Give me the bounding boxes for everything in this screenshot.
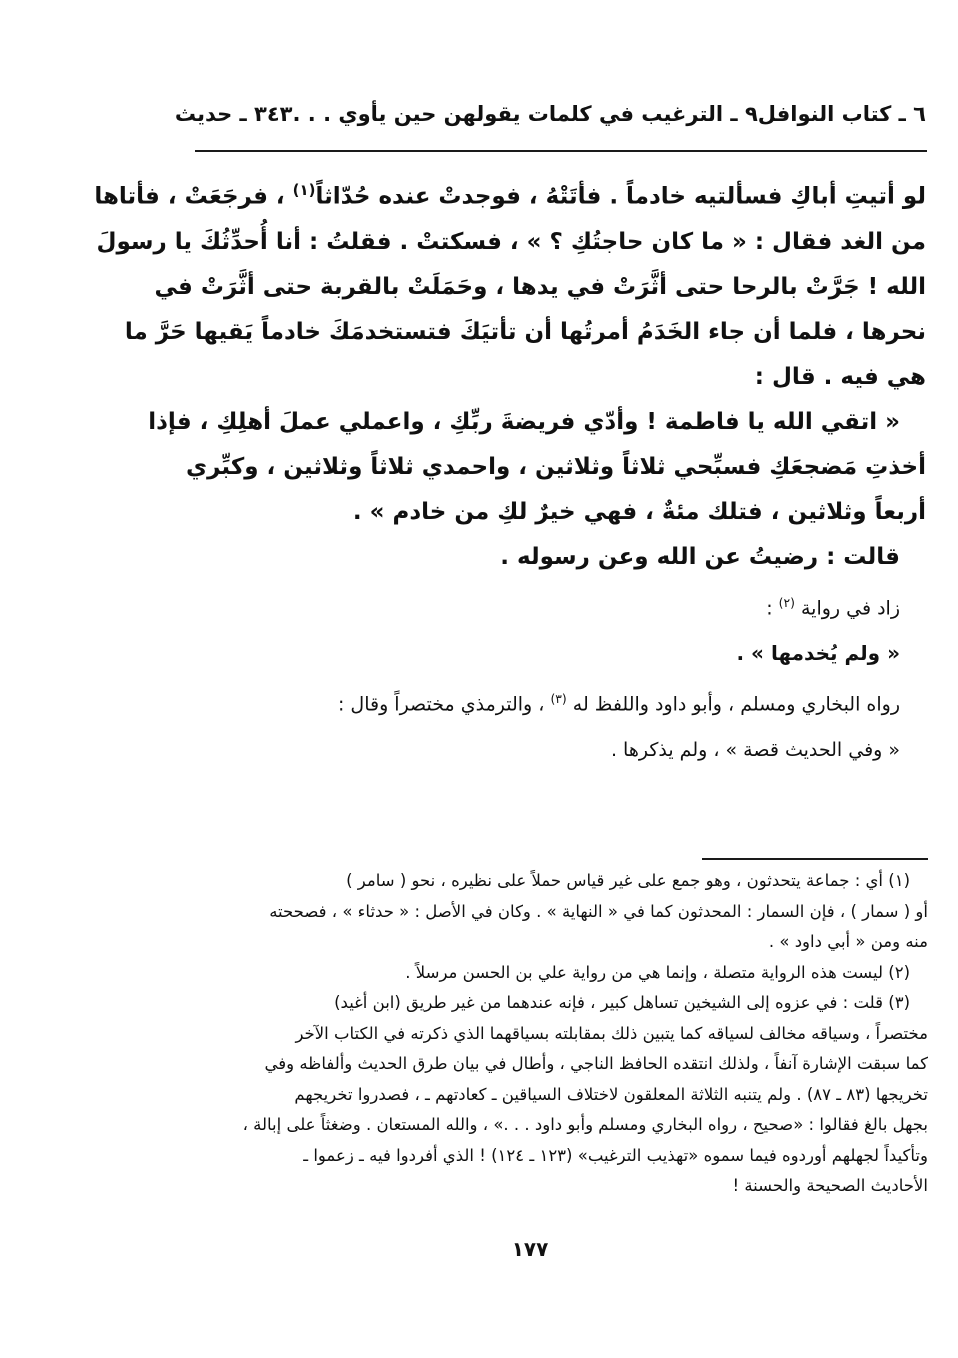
header-divider — [195, 150, 927, 152]
text-line: أربعاً وثلاثين ، فتلك مئةٌ ، فهي خيرٌ لكِ من خادم » . — [352, 498, 926, 525]
footnote-line: وتأكيداً لجهلهم أوردوه فيما سموه «تهذيب الترغيب» (١٢٣ ـ ١٢٤) ! الذي أفردوا فيه ـ زعموا ـ — [303, 1145, 928, 1165]
footnote-ref-2: (٢) — [778, 595, 795, 610]
footnote-ref-3: (٣) — [550, 691, 567, 706]
footnote-line: كما سبقت الإشارة آنفاً ، ولذلك انتقده الحافظ الناجي ، وأطال في بيان طرق الحديث وألفاظه وفي — [264, 1054, 928, 1073]
footnote-ref-1: (١) — [292, 181, 316, 199]
footnote-line: أو ( سمار ) ، فإن السمار : المحدثون كما في « النهاية » . وكان في الأصل : « حدثاء » ، فصححته — [269, 901, 928, 921]
text-line: من الغد فقال : « ما كان حاجتُكِ ؟ » ، فسكتتْ . فقلتُ : أنا أُحدِّثُكَ يا رسولَ — [96, 228, 926, 255]
wa-fi-line: « وفي الحديث قصة » ، ولم يذكرها . — [610, 739, 900, 762]
footnote-line: (١) أي : جماعة يتحدثون ، وهو جمع على غير قياس حملاً على نظيره ، نحو ( سامر ) — [346, 871, 910, 890]
footnotes — [176, 866, 928, 1202]
zad-line: زاد في رواية $^{(٢)}$ : — [766, 595, 900, 619]
narration-paragraph — [94, 168, 926, 400]
qalat-line: قالت : رضيتُ عن الله وعن رسوله . — [500, 543, 900, 570]
header-hadith-number: ٣٤٣ ـ حديث — [174, 102, 293, 126]
main-text — [94, 168, 926, 773]
header-book-title: ٦ ـ كتاب النوافل — [757, 102, 926, 126]
footnote-divider — [702, 858, 928, 860]
rawah-line: رواه البخاري ومسلم ، وأبو داود واللفظ له $^{(٣)}$ ، والترمذي مختصراً وقال : — [337, 691, 900, 716]
text-line: أخذتِ مَضجعَكِ فسبِّحي ثلاثاً وثلاثين ، واحمدي ثلاثاً وثلاثين ، وكبِّري — [186, 453, 926, 480]
hadith-paragraph — [148, 400, 926, 535]
running-header — [174, 96, 926, 132]
footnote-line: بجهل بالغ فقالوا : «صحيح ، رواه البخاري ومسلم وأبو داود . . .» ، والله المستعان . وضغثاً على إبالة ، — [242, 1115, 928, 1134]
page-number: ١٧٧ — [511, 1237, 549, 1261]
text-line: لو أتيتِ أباكِ فسألتيه خادماً . فأتَتْهُ ، فوجدتْ عنده حُدّاثاً$^{(١)}$ ، فرجَعَتْ ، فأتاها — [94, 181, 926, 210]
header-chapter-title: ٩ ـ الترغيب في كلمات يقولهن حين يأوي . . . — [292, 102, 758, 126]
footnote-line: منه ومن « أبي داود » . — [768, 932, 928, 951]
wa-lam-line: « ولم يُخدمها » . — [736, 640, 900, 665]
text-line: الله ! جَرَّتْ بالرحا حتى أثَّرَتْ في يدها ، وحَمَلَتْ بالقربة حتى أثَّرَتْ في — [154, 273, 926, 300]
footnote-line: (٣) قلت : في عزوه إلى الشيخين تساهل كبير ، فإنه عندهما من غير طريق (ابن أغيد) — [334, 993, 910, 1012]
footnote-line: (٢) ليست هذه الرواية متصلة ، وإنما هي من رواية علي بن الحسن مرسلاً . — [405, 962, 910, 982]
text-line: نحرها ، فلما أن جاء الخَدَمُ أمرتُها أن تأتيَكَ فتستخدمَكَ خادماً يَقيها حَرَّ ما — [124, 318, 926, 345]
footnote-line: الأحاديث الصحيحة والحسنة ! — [732, 1176, 928, 1195]
footnote-line: تخريجها (٨٣ ـ ٨٧) . ولم يتنبه الثلاثة المعلقون لاختلاف السياقين ـ كعادتهم ـ ، فصدروا تخريجهم — [294, 1084, 928, 1104]
footnote-line: مختصراً ، وسياقه مخالف لسياقه كما يتبين ذلك بمقابلته بسياقهما الذي ذكرته في الكتاب الآخر — [295, 1023, 928, 1043]
text-line: « اتقي الله يا فاطمة ! وأدّي فريضةَ ربِّكِ ، واعملي عملَ أهلِكِ ، فإذا — [148, 408, 900, 435]
text-line: هي فيه . قال : — [754, 363, 926, 390]
